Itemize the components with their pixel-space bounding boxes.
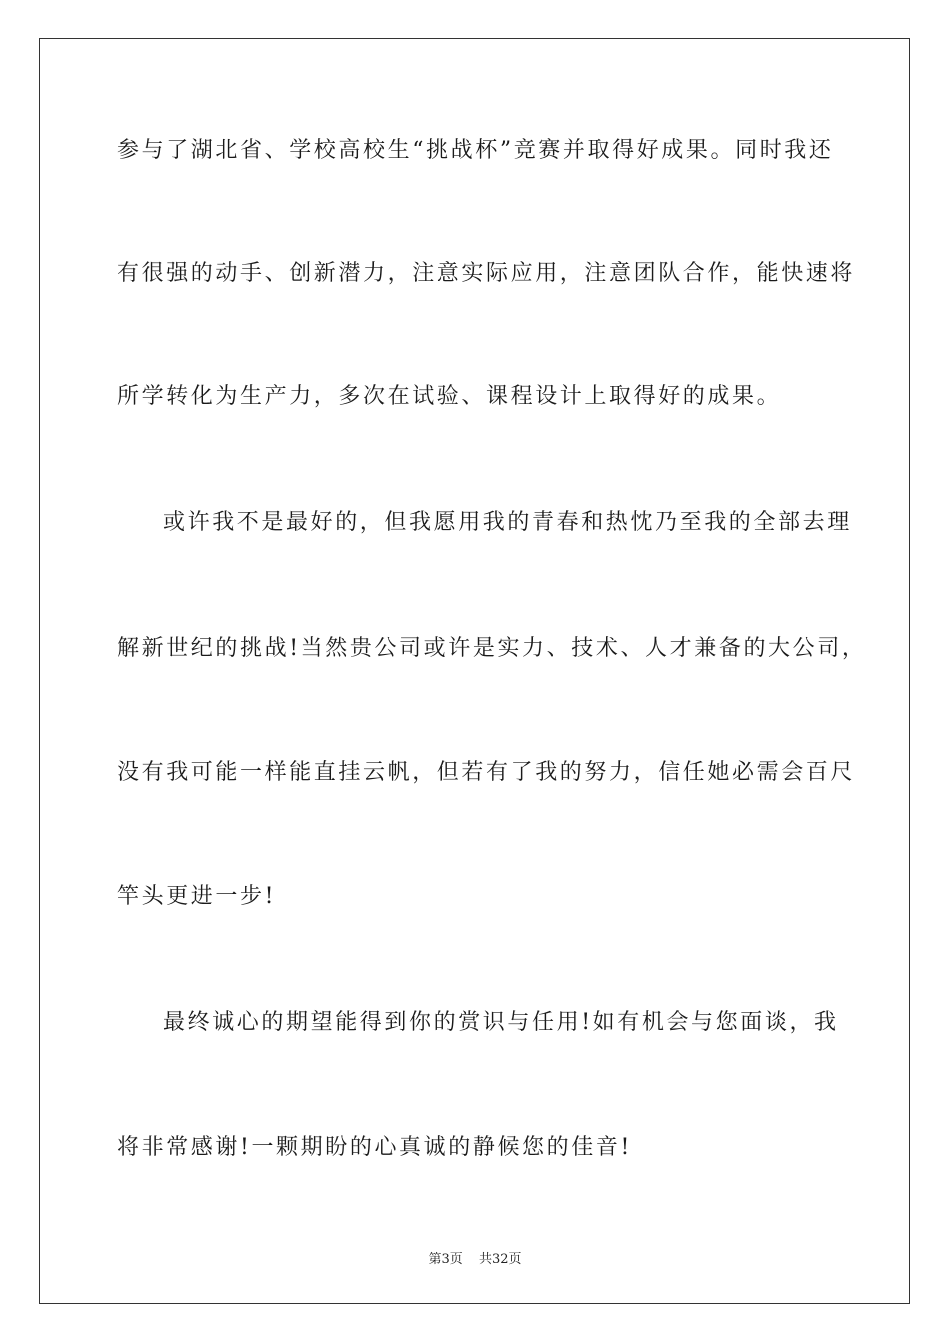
paragraph-line: 最终诚心的期望能得到你的赏识与任用!如有机会与您面谈，我 [163,1010,839,1035]
paragraph-line: 所学转化为生产力，多次在试验、课程设计上取得好的成果。 [117,384,782,409]
page-footer [0,1248,950,1267]
paragraph-line: 参与了湖北省、学校高校生“挑战杯”竞赛并取得好成果。同时我还 [117,138,834,163]
page-number: 第3页 [428,1252,463,1267]
paragraph-line: 有很强的动手、创新潜力，注意实际应用，注意团队合作，能快速将 [117,261,856,286]
paragraph-line: 没有我可能一样能直挂云帆，但若有了我的努力，信任她必需会百尺 [117,760,856,785]
paragraph-line: 或许我不是最好的，但我愿用我的青春和热忱乃至我的全部去理 [163,510,852,535]
paragraph-line: 竿头更进一步! [117,884,277,909]
paragraph-line: 将非常感谢!一颗期盼的心真诚的静候您的佳音! [117,1135,632,1160]
page-border [39,38,910,1304]
paragraph-line: 解新世纪的挑战!当然贵公司或许是实力、技术、人才兼备的大公司， [117,636,867,661]
page-total: 共32页 [478,1252,522,1267]
